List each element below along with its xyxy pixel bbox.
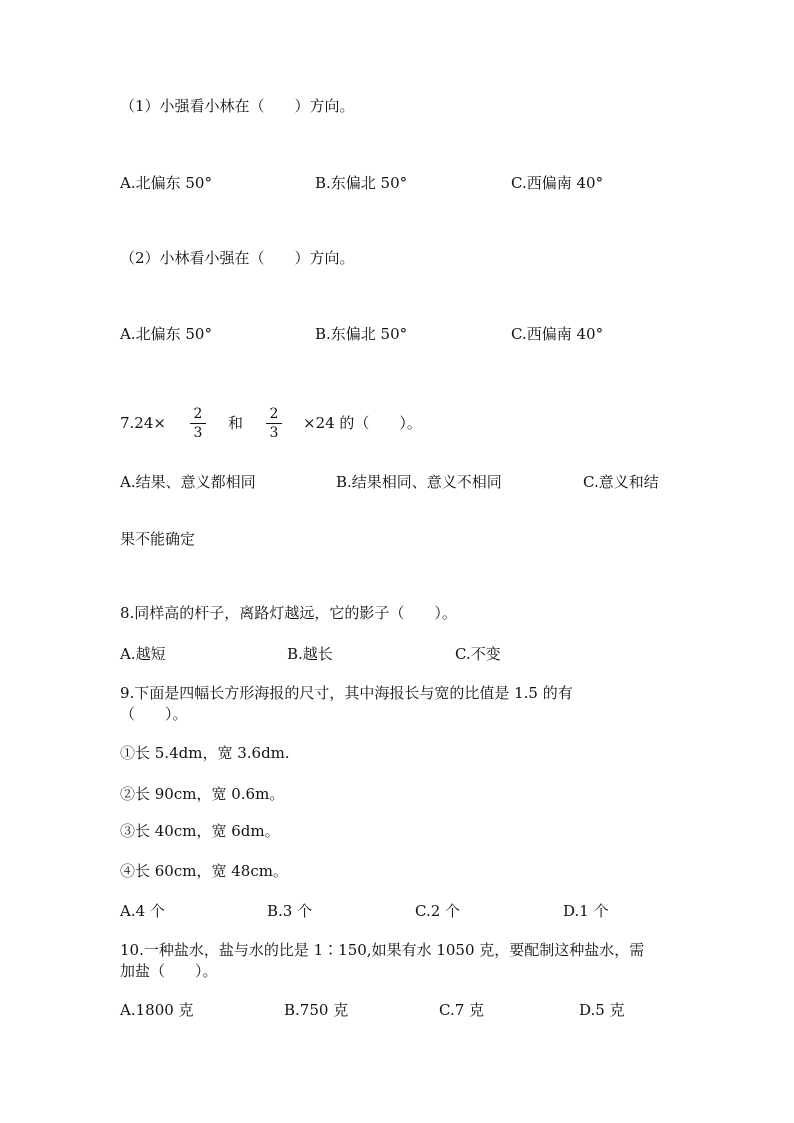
q9-item-2: ②长 90cm，宽 0.6m。: [120, 785, 285, 803]
q10-stem-line-2: 加盐（ ）。: [120, 962, 218, 980]
q9-option-d[interactable]: D.1 个: [563, 902, 609, 920]
q9-item-4: ④长 60cm，宽 48cm。: [120, 862, 288, 880]
q7-middle: 和: [228, 414, 244, 432]
q7-option-a[interactable]: A.结果、意义都相同: [120, 473, 256, 491]
q7-fraction-2-denominator: 3: [269, 425, 279, 441]
q9-stem-line-2: （ ）。: [120, 705, 188, 723]
q9-option-c[interactable]: C.2 个: [415, 902, 461, 920]
q6-sub2-stem: （2）小林看小强在（ ）方向。: [120, 249, 355, 267]
q8-option-b[interactable]: B.越长: [287, 645, 333, 663]
q8-stem: 8.同样高的杆子，离路灯越远，它的影子（ ）。: [120, 604, 457, 622]
q6-sub1-option-a[interactable]: A.北偏东 50°: [120, 174, 212, 192]
q7-fraction-2: [266, 406, 282, 441]
q8-option-c[interactable]: C.不变: [455, 645, 501, 663]
q7-option-b[interactable]: B.结果相同、意义不相同: [336, 473, 502, 491]
q10-option-c[interactable]: C.7 克: [439, 1001, 485, 1019]
q7-fraction-2-numerator: 2: [269, 406, 279, 422]
q9-option-b[interactable]: B.3 个: [267, 902, 313, 920]
q8-option-a[interactable]: A.越短: [120, 645, 166, 663]
q7-fraction-1: [190, 406, 206, 441]
fraction-bar: [190, 423, 206, 424]
q7-option-c[interactable]: C.意义和结: [583, 473, 659, 491]
q10-option-d[interactable]: D.5 克: [579, 1001, 625, 1019]
fraction-bar: [266, 423, 282, 424]
q6-sub1-option-c[interactable]: C.西偏南 40°: [511, 174, 604, 192]
q7-suffix: ×24 的（ ）。: [303, 414, 422, 432]
q10-stem-line-1: 10.一种盐水，盐与水的比是 1∶150,如果有水 1050 克，要配制这种盐水，需: [120, 941, 645, 959]
q6-sub2-option-a[interactable]: A.北偏东 50°: [120, 325, 212, 343]
q9-stem-line-1: 9.下面是四幅长方形海报的尺寸，其中海报长与宽的比值是 1.5 的有: [120, 684, 573, 702]
q6-sub1-option-b[interactable]: B.东偏北 50°: [315, 174, 408, 192]
q7-fraction-1-numerator: 2: [193, 406, 203, 422]
q10-option-b[interactable]: B.750 克: [284, 1001, 349, 1019]
q9-item-3: ③长 40cm，宽 6dm。: [120, 822, 280, 840]
q7-prefix: 7.24×: [120, 414, 166, 432]
q10-option-a[interactable]: A.1800 克: [120, 1001, 194, 1019]
q7-fraction-1-denominator: 3: [193, 425, 203, 441]
q7-option-c-continued[interactable]: 果不能确定: [120, 530, 196, 548]
q6-sub2-option-b[interactable]: B.东偏北 50°: [315, 325, 408, 343]
q9-item-1: ①长 5.4dm，宽 3.6dm.: [120, 744, 290, 762]
q6-sub2-option-c[interactable]: C.西偏南 40°: [511, 325, 604, 343]
q6-sub1-stem: （1）小强看小林在（ ）方向。: [120, 97, 355, 115]
q9-option-a[interactable]: A.4 个: [120, 902, 165, 920]
